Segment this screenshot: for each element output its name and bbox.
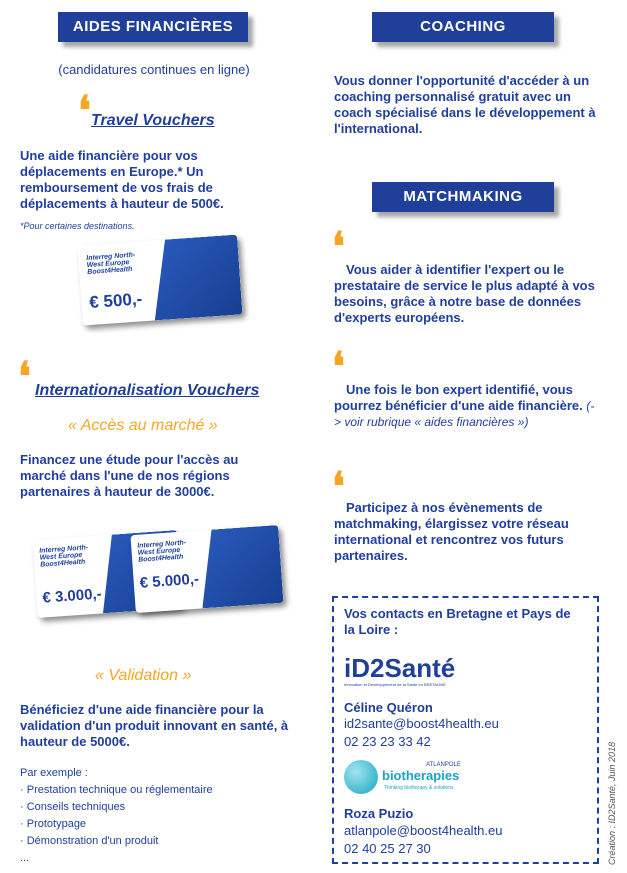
contact-phone-1: 02 23 23 33 42 (344, 734, 431, 749)
matchmaking-text-2 (334, 382, 596, 430)
example-item: · Conseils techniques (20, 801, 126, 813)
validation-text: Bénéficiez d'une aide financière pour la validation d'un produit innovant en santé, à hauteur de 5000€. (20, 702, 289, 749)
quote-icon: ❛ (332, 344, 345, 389)
matchmaking-text-2-italic: (-> voir rubrique « aides financières ») (334, 399, 595, 429)
example-item-label: Prestation technique ou réglementaire (26, 784, 213, 796)
example-item-label: Démonstration d'un produit (26, 835, 159, 847)
travel-note: *Pour certaines destinations. (20, 221, 135, 231)
example-item-label: Prototypage (26, 818, 87, 830)
atlanpole-logo-main: biotherapies (382, 768, 460, 783)
coaching-header: COACHING (372, 12, 554, 42)
matchmaking-text-1: Vous aider à identifier l'expert ou le prestataire de service le plus adapté à vos besoins, grâce à notre base de données d'experts européens. (334, 262, 595, 325)
quote-icon: ❛ (18, 354, 31, 399)
travel-voucher-image (77, 235, 242, 326)
contact-phone-2: 02 40 25 27 30 (344, 841, 431, 856)
voucher-amount: € 3.000,- (41, 585, 103, 607)
voucher-amount: € 5.000,- (139, 570, 200, 592)
aides-financieres-header: AIDES FINANCIÈRES (58, 12, 248, 42)
id2sante-tagline: Innovation et Développement de la Santé en BRETAGNE (344, 682, 446, 687)
acces-marche-text: Financez une étude pour l'accès au marché dans l'une de nos régions partenaires à hauteur de 3000€. (20, 452, 239, 499)
contacts-box (332, 596, 599, 864)
contact-name-2: Roza Puzio (344, 806, 414, 821)
atlanpole-logo (344, 758, 484, 798)
id2sante-logo (344, 654, 464, 687)
atlanpole-circle-icon (344, 760, 378, 794)
example-item: · Prestation technique ou réglementaire (20, 784, 213, 796)
contact-email-1[interactable]: id2sante@boost4health.eu (344, 716, 499, 731)
coaching-text: Vous donner l'opportunité d'accéder à un coaching personnalisé gratuit avec un coach spécialisé dans le développement à l'international. (334, 73, 596, 136)
examples-ellipsis: ... (20, 852, 30, 864)
atlanpole-logo-top: ATLANPOLE (426, 762, 461, 768)
contact-name-1: Céline Quéron (344, 700, 433, 715)
travel-vouchers-title: Travel Vouchers (91, 112, 215, 129)
matchmaking-header: MATCHMAKING (372, 182, 554, 212)
matchmaking-text-2-bold: Une fois le bon expert identifié, vous pourrez bénéficier d'une aide financière. (334, 382, 583, 413)
validation-title: « Validation » (95, 667, 192, 684)
example-item: · Démonstration d'un produit (20, 835, 159, 847)
subtitle: (candidatures continues en ligne) (58, 62, 250, 77)
voucher-map-area (197, 525, 284, 608)
travel-vouchers-text: Une aide financière pour vos déplacements en Europe.* Un remboursement de vos frais de déplacements à hauteur de 500€. (20, 148, 224, 211)
voucher-logo: Interreg North-West Europe Boost4Health (137, 539, 187, 564)
voucher-5000-image (130, 525, 283, 613)
example-item-label: Conseils techniques (26, 801, 126, 813)
credit-text: Création : ID2Santé, Juin 2018 (607, 741, 617, 865)
matchmaking-text-3: Participez à nos évènements de matchmaking, élargissez votre réseau international et rencontrez vos futurs partenaires. (334, 500, 569, 563)
id2sante-logo-text: iD2Santé (344, 653, 456, 683)
quote-icon: ❛ (78, 88, 91, 133)
voucher-logo: Interreg North-West Europe Boost4Health (86, 251, 136, 277)
example-item: · Prototypage (20, 818, 87, 830)
voucher-amount: € 500,- (88, 289, 143, 312)
acces-marche-title: « Accès au marché » (68, 417, 218, 434)
voucher-logo: Interreg North-West Europe Boost4Health (38, 544, 89, 569)
contacts-title: Vos contacts en Bretagne et Pays de la Loire : (344, 606, 571, 637)
quote-icon: ❛ (332, 464, 345, 509)
contact-email-2[interactable]: atlanpole@boost4health.eu (344, 823, 503, 838)
atlanpole-logo-sub: Thinking biotherapy & solutions (384, 785, 454, 791)
internationalisation-title: Internationalisation Vouchers (35, 382, 260, 399)
quote-icon: ❛ (332, 224, 345, 269)
examples-title: Par exemple : (20, 767, 88, 779)
voucher-map-area (149, 235, 242, 321)
